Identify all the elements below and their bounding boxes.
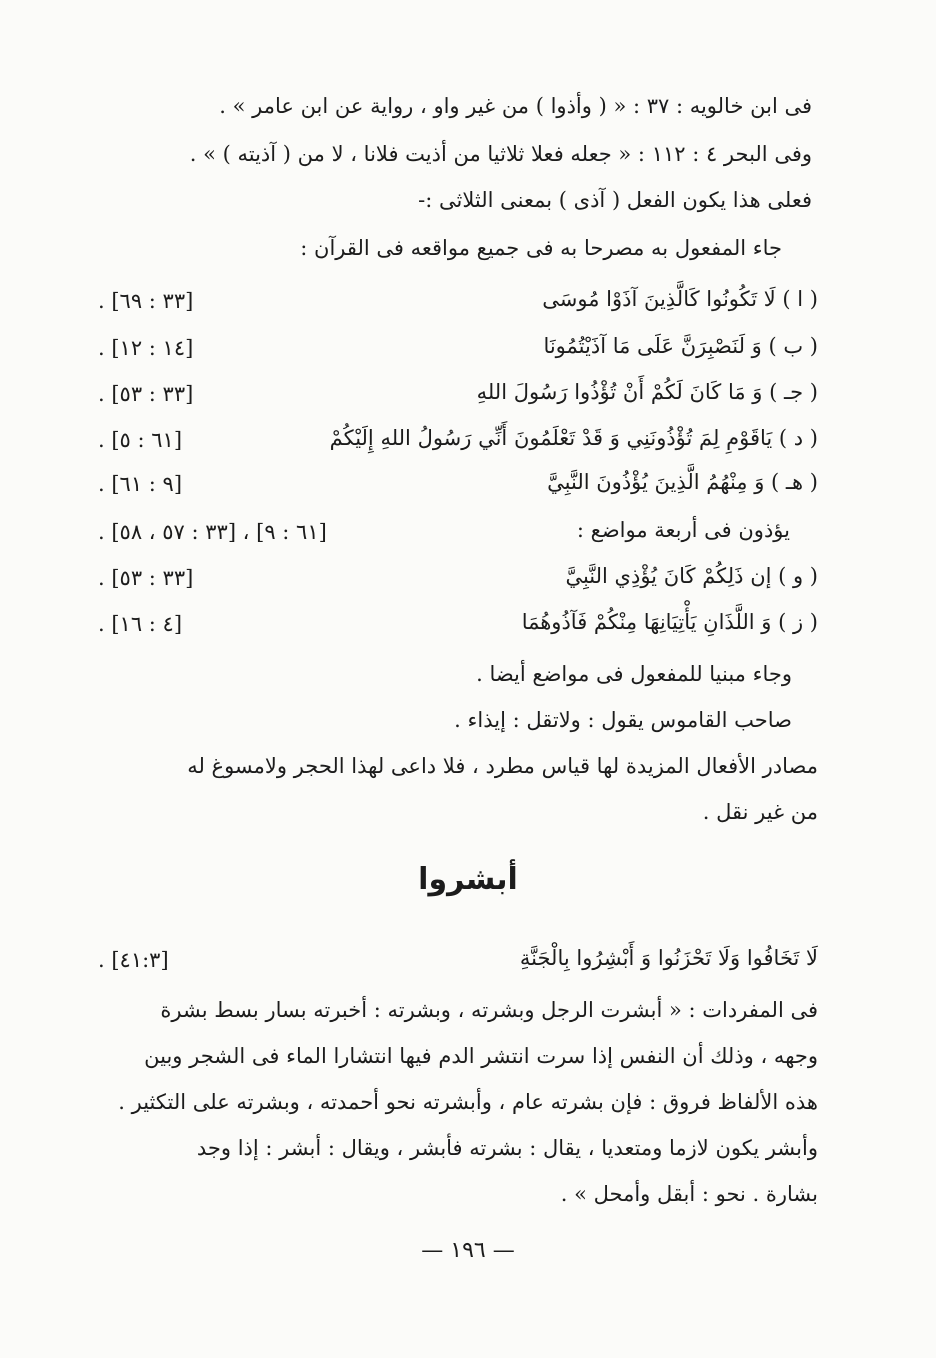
text-line-6: صاحب القاموس يقول : ولاتقل : إيذاء .	[454, 708, 792, 732]
verse-f: ( و ) إن ذَلِكُمْ كَانَ يُؤْذِي النَّبِيَّ	[565, 564, 818, 588]
text-line-9: فى المفردات : « أبشرت الرجل وبشرته ، وبشرته : أخبرته بسار بسط بشرة	[160, 998, 818, 1022]
verse-e: ( هـ ) وَ مِنْهُمُ الَّذِينَ يُؤْذُونَ النَّبِيَّ	[547, 470, 818, 494]
verse-b: ( ب ) وَ لَنَصْبِرَنَّ عَلَى مَا آذَيْتُمُونَا	[543, 334, 818, 358]
section-heading: أبشروا	[418, 862, 518, 897]
verse-d: ( د ) يَاقَوْمِ لِمَ تُؤْذُونَنِي وَ قَدْ تَعْلَمُونَ أَنِّي رَسُولُ اللهِ إِلَيْكُمْ	[329, 426, 818, 450]
text-line-10: وجهه ، وذلك أن النفس إذا سرت انتشر الدم فيها انتشارا الماء فى الشجر وبين	[144, 1044, 818, 1068]
text-line-3: فعلى هذا يكون الفعل ( آذى ) بمعنى الثلاثى :-	[418, 188, 812, 212]
verse-a: ( ا ) لَا تَكُونُوا كَالَّذِينَ آذَوْا مُوسَى	[542, 287, 818, 311]
text-line-1: فى ابن خالويه : ٣٧ : « ( وأذوا ) من غير واو ، رواية عن ابن عامر » .	[219, 94, 812, 118]
verse-b-ref: [١٤ : ١٢] .	[98, 336, 194, 360]
text-line-12: وأبشر يكون لازما ومتعديا ، يقال : بشرته فأبشر ، ويقال : أبشر : إذا وجد	[196, 1136, 818, 1160]
text-line-7: مصادر الأفعال المزيدة لها قياس مطرد ، فلا داعى لهذا الحجر ولامسوغ له	[187, 754, 818, 778]
text-line-5: وجاء مبنيا للمفعول فى مواضع أيضا .	[476, 662, 792, 686]
text-line-11: هذه الألفاظ فروق : فإن بشرته عام ، وأبشرته نحو أحمدته ، وبشرته على التكثير .	[118, 1090, 818, 1114]
yuzuna-refs: [٦١ : ٩] ، [٣٣ : ٥٧ ، ٥٨] .	[98, 520, 327, 544]
text-line-yuzuna: يؤذون فى أربعة مواضع :	[576, 518, 790, 542]
verse-main-ref: [٤١:٣] .	[98, 948, 169, 972]
text-line-13: بشارة . نحو : أبقل وأمحل » .	[560, 1182, 818, 1206]
verse-g-ref: [٤ : ١٦] .	[98, 612, 183, 636]
text-line-4: جاء المفعول به مصرحا به فى جميع مواقعه فى القرآن :	[300, 236, 782, 260]
verse-f-ref: [٣٣ : ٥٣] .	[98, 566, 194, 590]
verse-c: ( جـ ) وَ مَا كَانَ لَكُمْ أَنْ تُؤْذُوا رَسُولَ اللهِ	[476, 380, 818, 404]
text-line-8: من غير نقل .	[702, 800, 818, 824]
text-line-2: وفى البحر ٤ : ١١٢ : « جعله فعلا ثلاثيا من أذيت فلانا ، لا من ( آذيته ) » .	[189, 142, 812, 166]
verse-e-ref: [٩ : ٦١] .	[98, 472, 183, 496]
verse-c-ref: [٣٣ : ٥٣] .	[98, 382, 194, 406]
verse-g: ( ز ) وَ اللَّذَانِ يَأْتِيَانِهَا مِنْكُمْ فَآذُوهُمَا	[521, 610, 818, 634]
verse-a-ref: [٣٣ : ٦٩] .	[98, 289, 194, 313]
verse-d-ref: [٦١ : ٥] .	[98, 428, 183, 452]
page-number: — ١٩٦ —	[421, 1238, 515, 1263]
verse-main: لَا تَخَافُوا وَلَا تَحْزَنُوا وَ أَبْشِرُوا بِالْجَنَّةِ	[519, 946, 818, 970]
